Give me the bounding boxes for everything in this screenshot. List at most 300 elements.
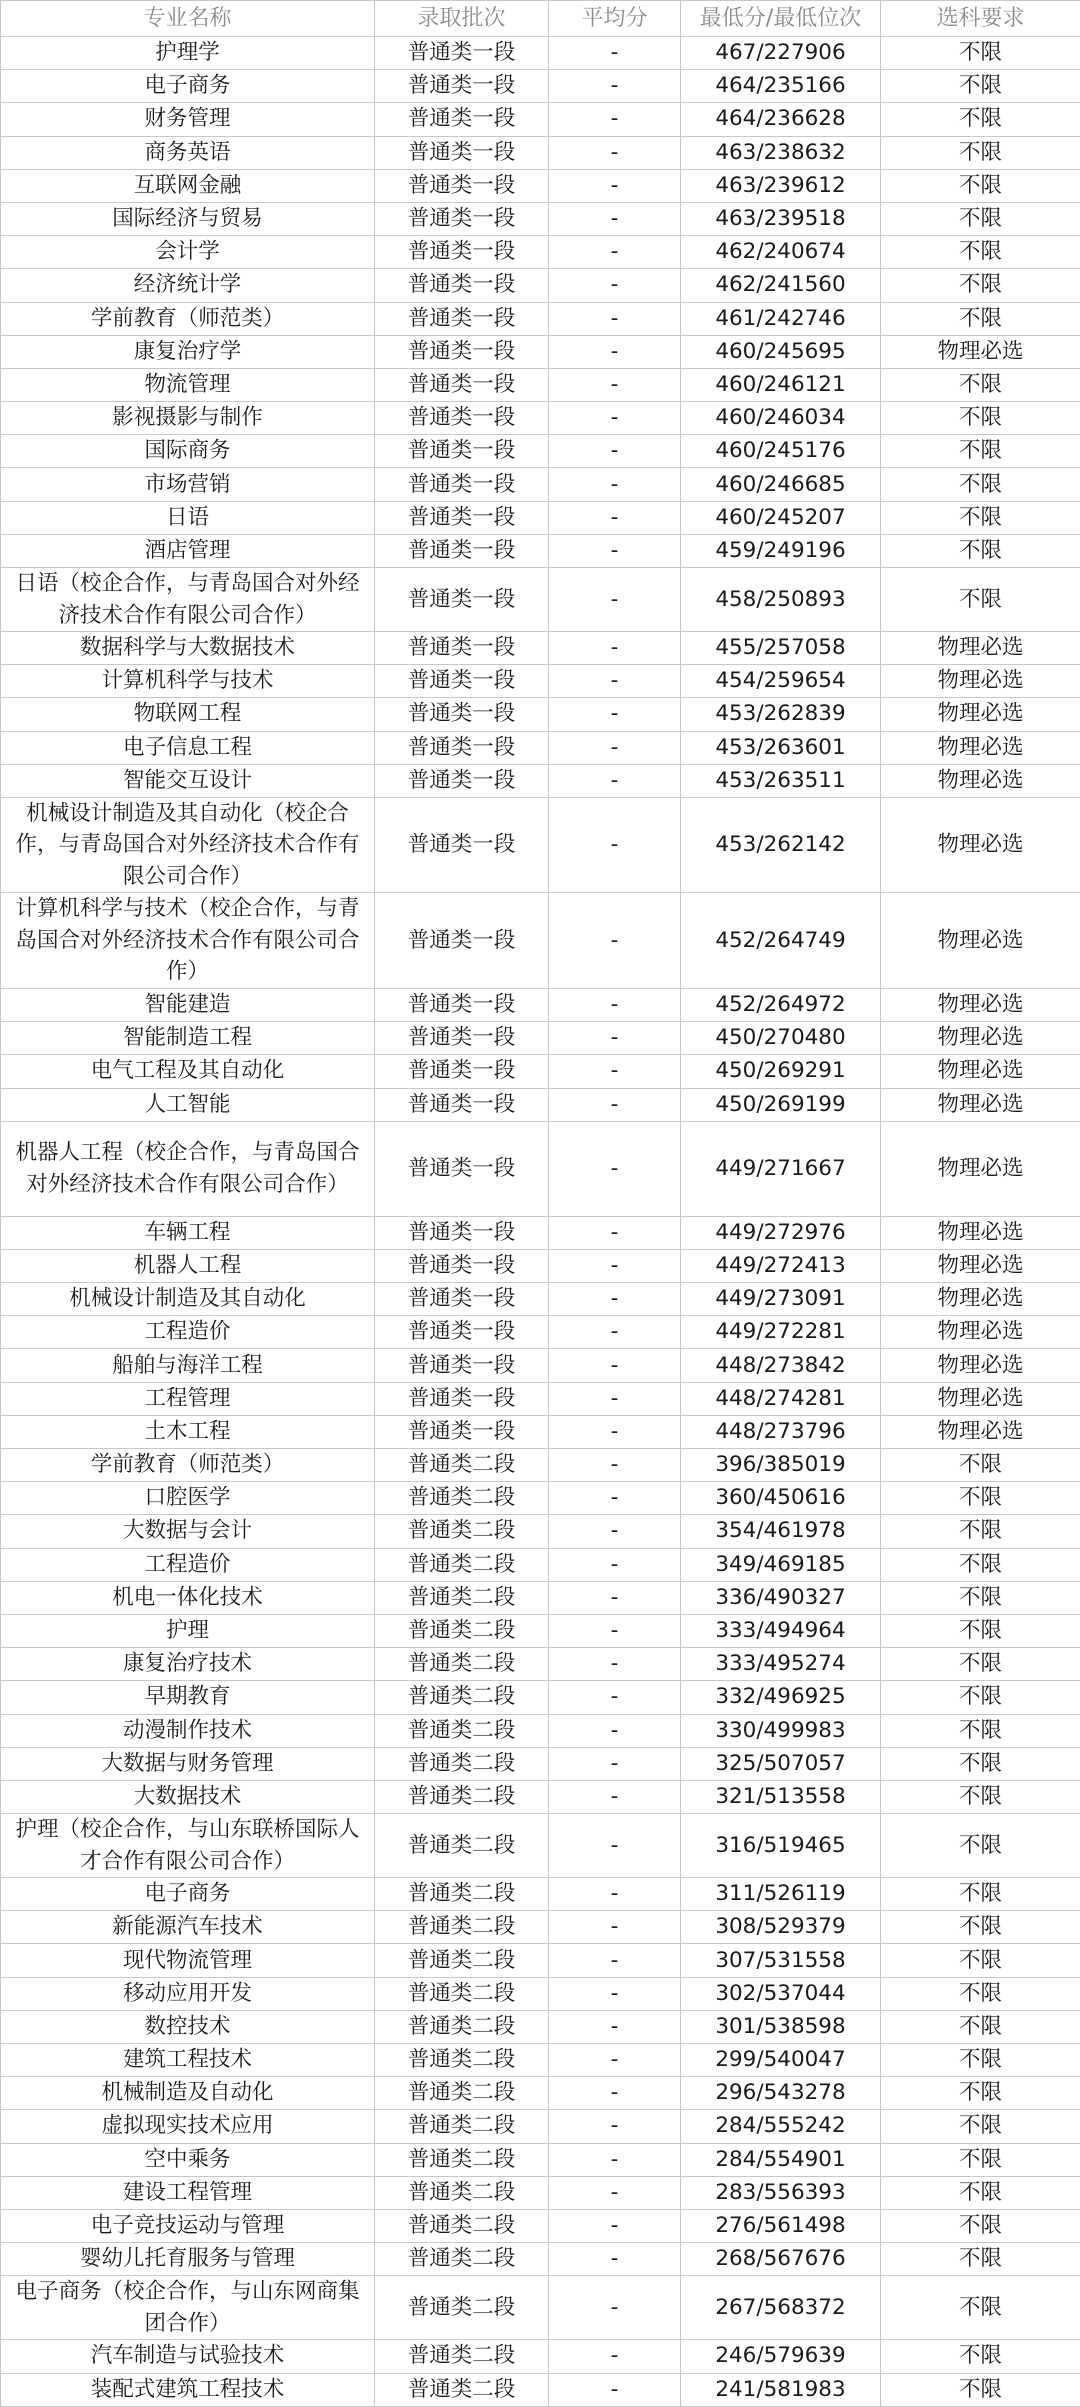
table-row: [1, 2340, 1080, 2373]
min-score-rank-cell: 333/494964: [681, 1614, 881, 1647]
average-score-cell: -: [549, 1249, 681, 1282]
min-score-rank-cell: 296/543278: [681, 2077, 881, 2110]
average-score-cell: -: [549, 1316, 681, 1349]
min-score-rank-cell: 246/579639: [681, 2340, 881, 2373]
min-score-rank-cell: 450/270480: [681, 1022, 881, 1055]
average-score-cell: -: [549, 501, 681, 534]
subject-requirement-cell: 不限: [881, 2276, 1080, 2340]
major-name-cell: 机械设计制造及其自动化: [1, 1283, 375, 1316]
subject-requirement-cell: 不限: [881, 2373, 1080, 2406]
major-name-cell: 互联网金融: [1, 169, 375, 202]
table-row: [1, 2110, 1080, 2143]
subject-requirement-cell: 不限: [881, 1977, 1080, 2010]
subject-requirement-cell: 物理必选: [881, 665, 1080, 698]
min-score-rank-cell: 321/513558: [681, 1780, 881, 1813]
table-row: [1, 202, 1080, 235]
admission-batch-cell: 普通类一段: [375, 797, 549, 893]
min-score-rank-cell: 449/272976: [681, 1216, 881, 1249]
table-row: [1, 269, 1080, 302]
min-score-rank-cell: 455/257058: [681, 632, 881, 665]
table-row: [1, 665, 1080, 698]
table-header-row: [1, 1, 1080, 37]
table-row: [1, 2276, 1080, 2340]
subject-requirement-cell: 不限: [881, 2176, 1080, 2209]
subject-requirement-cell: 不限: [881, 269, 1080, 302]
major-name-cell: 商务英语: [1, 136, 375, 169]
subject-requirement-cell: 物理必选: [881, 632, 1080, 665]
average-score-cell: -: [549, 764, 681, 797]
average-score-cell: -: [549, 1944, 681, 1977]
min-score-rank-cell: 458/250893: [681, 568, 881, 632]
min-score-rank-cell: 463/239518: [681, 202, 881, 235]
major-name-cell: 康复治疗技术: [1, 1648, 375, 1681]
admission-batch-cell: 普通类二段: [375, 1944, 549, 1977]
admission-batch-cell: 普通类一段: [375, 202, 549, 235]
min-score-rank-cell: 448/273842: [681, 1349, 881, 1382]
subject-requirement-cell: 物理必选: [881, 1088, 1080, 1121]
min-score-rank-cell: 308/529379: [681, 1911, 881, 1944]
table-row: [1, 764, 1080, 797]
table-row: [1, 1055, 1080, 1088]
average-score-cell: -: [549, 1747, 681, 1780]
subject-requirement-cell: 不限: [881, 568, 1080, 632]
admission-batch-cell: 普通类二段: [375, 1681, 549, 1714]
min-score-rank-cell: 449/272281: [681, 1316, 881, 1349]
min-score-rank-cell: 460/245695: [681, 335, 881, 368]
min-score-rank-cell: 299/540047: [681, 2044, 881, 2077]
subject-requirement-cell: 物理必选: [881, 764, 1080, 797]
table-row: [1, 1681, 1080, 1714]
table-row: [1, 37, 1080, 70]
min-score-rank-cell: 460/245176: [681, 435, 881, 468]
table-row: [1, 302, 1080, 335]
major-name-cell: 虚拟现实技术应用: [1, 2110, 375, 2143]
subject-requirement-cell: 物理必选: [881, 893, 1080, 989]
min-score-rank-cell: 467/227906: [681, 37, 881, 70]
min-score-rank-cell: 302/537044: [681, 1977, 881, 2010]
major-name-cell: 机电一体化技术: [1, 1581, 375, 1614]
admission-batch-cell: 普通类一段: [375, 136, 549, 169]
table-row: [1, 2243, 1080, 2276]
table-row: [1, 1747, 1080, 1780]
subject-requirement-cell: 物理必选: [881, 1055, 1080, 1088]
min-score-rank-cell: 354/461978: [681, 1515, 881, 1548]
major-name-cell: 电子竞技运动与管理: [1, 2209, 375, 2242]
major-name-cell: 工程管理: [1, 1382, 375, 1415]
subject-requirement-cell: 物理必选: [881, 1283, 1080, 1316]
major-name-cell: 智能交互设计: [1, 764, 375, 797]
min-score-rank-cell: 450/269199: [681, 1088, 881, 1121]
major-name-cell: 人工智能: [1, 1088, 375, 1121]
major-name-cell: 市场营销: [1, 468, 375, 501]
table-row: [1, 1449, 1080, 1482]
min-score-rank-cell: 460/246685: [681, 468, 881, 501]
major-name-cell: 电子信息工程: [1, 731, 375, 764]
admission-batch-cell: 普通类一段: [375, 1249, 549, 1282]
min-score-rank-cell: 241/581983: [681, 2373, 881, 2406]
admission-batch-cell: 普通类一段: [375, 169, 549, 202]
average-score-cell: -: [549, 1581, 681, 1614]
table-row: [1, 2077, 1080, 2110]
subject-requirement-cell: 物理必选: [881, 698, 1080, 731]
major-name-cell: 车辆工程: [1, 1216, 375, 1249]
table-row: [1, 335, 1080, 368]
major-name-cell: 大数据技术: [1, 1780, 375, 1813]
subject-requirement-cell: 不限: [881, 2110, 1080, 2143]
major-name-cell: 建筑工程技术: [1, 2044, 375, 2077]
average-score-cell: -: [549, 698, 681, 731]
table-row: [1, 236, 1080, 269]
major-name-cell: 智能制造工程: [1, 1022, 375, 1055]
average-score-cell: -: [549, 1681, 681, 1714]
major-name-cell: 移动应用开发: [1, 1977, 375, 2010]
table-row: [1, 1614, 1080, 1647]
average-score-cell: -: [549, 1382, 681, 1415]
min-score-rank-cell: 449/272413: [681, 1249, 881, 1282]
min-score-rank-cell: 301/538598: [681, 2010, 881, 2043]
admission-batch-cell: 普通类一段: [375, 368, 549, 401]
admission-batch-cell: 普通类一段: [375, 568, 549, 632]
average-score-cell: -: [549, 236, 681, 269]
min-score-rank-cell: 462/241560: [681, 269, 881, 302]
min-score-rank-cell: 267/568372: [681, 2276, 881, 2340]
average-score-cell: -: [549, 1088, 681, 1121]
table-row: [1, 1088, 1080, 1121]
subject-requirement-cell: 不限: [881, 1814, 1080, 1878]
subject-requirement-cell: 不限: [881, 136, 1080, 169]
average-score-cell: -: [549, 1283, 681, 1316]
subject-requirement-cell: 不限: [881, 1878, 1080, 1911]
major-name-cell: 早期教育: [1, 1681, 375, 1714]
subject-requirement-cell: 不限: [881, 402, 1080, 435]
header-min-score-rank: 最低分/最低位次: [681, 1, 881, 37]
average-score-cell: -: [549, 1349, 681, 1382]
table-row: [1, 501, 1080, 534]
subject-requirement-cell: 不限: [881, 501, 1080, 534]
table-row: [1, 1216, 1080, 1249]
average-score-cell: -: [549, 2044, 681, 2077]
admission-batch-cell: 普通类二段: [375, 1581, 549, 1614]
table-row: [1, 568, 1080, 632]
subject-requirement-cell: 物理必选: [881, 1415, 1080, 1448]
major-name-cell: 经济统计学: [1, 269, 375, 302]
average-score-cell: -: [549, 1648, 681, 1681]
major-name-cell: 计算机科学与技术: [1, 665, 375, 698]
subject-requirement-cell: 不限: [881, 2340, 1080, 2373]
admission-batch-cell: 普通类二段: [375, 1977, 549, 2010]
average-score-cell: -: [549, 2276, 681, 2340]
table-row: [1, 1977, 1080, 2010]
average-score-cell: -: [549, 1216, 681, 1249]
subject-requirement-cell: 物理必选: [881, 1022, 1080, 1055]
major-name-cell: 护理（校企合作，与山东联桥国际人才合作有限公司合作）: [1, 1814, 375, 1878]
admission-batch-cell: 普通类一段: [375, 468, 549, 501]
table-row: [1, 2209, 1080, 2242]
admission-batch-cell: 普通类一段: [375, 1121, 549, 1216]
major-name-cell: 土木工程: [1, 1415, 375, 1448]
table-row: [1, 731, 1080, 764]
average-score-cell: -: [549, 37, 681, 70]
admission-batch-cell: 普通类二段: [375, 2176, 549, 2209]
table-row: [1, 1349, 1080, 1382]
subject-requirement-cell: 不限: [881, 169, 1080, 202]
table-row: [1, 468, 1080, 501]
min-score-rank-cell: 463/239612: [681, 169, 881, 202]
admission-batch-cell: 普通类一段: [375, 893, 549, 989]
average-score-cell: -: [549, 2176, 681, 2209]
average-score-cell: -: [549, 2077, 681, 2110]
subject-requirement-cell: 不限: [881, 2044, 1080, 2077]
subject-requirement-cell: 不限: [881, 1581, 1080, 1614]
major-name-cell: 工程造价: [1, 1548, 375, 1581]
major-name-cell: 船舶与海洋工程: [1, 1349, 375, 1382]
subject-requirement-cell: 物理必选: [881, 988, 1080, 1021]
average-score-cell: -: [549, 568, 681, 632]
admission-batch-cell: 普通类二段: [375, 1548, 549, 1581]
table-row: [1, 2010, 1080, 2043]
admission-batch-cell: 普通类一段: [375, 302, 549, 335]
table-row: [1, 1878, 1080, 1911]
subject-requirement-cell: 不限: [881, 1911, 1080, 1944]
min-score-rank-cell: 448/274281: [681, 1382, 881, 1415]
average-score-cell: -: [549, 1780, 681, 1813]
table-row: [1, 1316, 1080, 1349]
min-score-rank-cell: 283/556393: [681, 2176, 881, 2209]
average-score-cell: -: [549, 2373, 681, 2406]
table-row: [1, 1283, 1080, 1316]
admission-batch-cell: 普通类二段: [375, 2010, 549, 2043]
table-row: [1, 136, 1080, 169]
table-row: [1, 632, 1080, 665]
subject-requirement-cell: 不限: [881, 435, 1080, 468]
admission-batch-cell: 普通类二段: [375, 1449, 549, 1482]
subject-requirement-cell: 物理必选: [881, 797, 1080, 893]
subject-requirement-cell: 不限: [881, 302, 1080, 335]
min-score-rank-cell: 464/236628: [681, 103, 881, 136]
admission-batch-cell: 普通类二段: [375, 1614, 549, 1647]
subject-requirement-cell: 不限: [881, 1548, 1080, 1581]
table-row: [1, 2044, 1080, 2077]
table-row: [1, 169, 1080, 202]
min-score-rank-cell: 449/273091: [681, 1283, 881, 1316]
admission-batch-cell: 普通类二段: [375, 2110, 549, 2143]
admission-batch-cell: 普通类一段: [375, 665, 549, 698]
average-score-cell: -: [549, 402, 681, 435]
average-score-cell: -: [549, 2209, 681, 2242]
table-row: [1, 1944, 1080, 1977]
min-score-rank-cell: 276/561498: [681, 2209, 881, 2242]
subject-requirement-cell: 物理必选: [881, 1382, 1080, 1415]
major-name-cell: 国际商务: [1, 435, 375, 468]
subject-requirement-cell: 不限: [881, 1515, 1080, 1548]
admission-batch-cell: 普通类一段: [375, 402, 549, 435]
subject-requirement-cell: 不限: [881, 1449, 1080, 1482]
major-name-cell: 建设工程管理: [1, 2176, 375, 2209]
min-score-rank-cell: 449/271667: [681, 1121, 881, 1216]
admission-batch-cell: 普通类二段: [375, 1648, 549, 1681]
major-name-cell: 计算机科学与技术（校企合作，与青岛国合对外经济技术合作有限公司合作）: [1, 893, 375, 989]
major-name-cell: 新能源汽车技术: [1, 1911, 375, 1944]
subject-requirement-cell: 不限: [881, 468, 1080, 501]
header-admission-batch: 录取批次: [375, 1, 549, 37]
major-name-cell: 电子商务: [1, 70, 375, 103]
subject-requirement-cell: 不限: [881, 37, 1080, 70]
average-score-cell: -: [549, 103, 681, 136]
table-row: [1, 1515, 1080, 1548]
average-score-cell: -: [549, 169, 681, 202]
admission-batch-cell: 普通类二段: [375, 2243, 549, 2276]
major-name-cell: 日语: [1, 501, 375, 534]
admission-batch-cell: 普通类二段: [375, 1780, 549, 1813]
min-score-rank-cell: 284/555242: [681, 2110, 881, 2143]
min-score-rank-cell: 333/495274: [681, 1648, 881, 1681]
average-score-cell: -: [549, 269, 681, 302]
subject-requirement-cell: 物理必选: [881, 1121, 1080, 1216]
min-score-rank-cell: 307/531558: [681, 1944, 881, 1977]
major-name-cell: 康复治疗学: [1, 335, 375, 368]
admission-batch-cell: 普通类一段: [375, 1022, 549, 1055]
admission-batch-cell: 普通类一段: [375, 37, 549, 70]
major-name-cell: 学前教育（师范类）: [1, 1449, 375, 1482]
major-name-cell: 口腔医学: [1, 1482, 375, 1515]
average-score-cell: -: [549, 1415, 681, 1448]
table-row: [1, 2373, 1080, 2406]
major-name-cell: 财务管理: [1, 103, 375, 136]
header-subject-requirement: 选科要求: [881, 1, 1080, 37]
average-score-cell: -: [549, 435, 681, 468]
major-name-cell: 智能建造: [1, 988, 375, 1021]
admission-batch-cell: 普通类二段: [375, 2077, 549, 2110]
major-name-cell: 工程造价: [1, 1316, 375, 1349]
admission-batch-cell: 普通类二段: [375, 1814, 549, 1878]
subject-requirement-cell: 不限: [881, 1482, 1080, 1515]
admission-batch-cell: 普通类二段: [375, 1878, 549, 1911]
subject-requirement-cell: 不限: [881, 1614, 1080, 1647]
table-row: [1, 103, 1080, 136]
table-row: [1, 1382, 1080, 1415]
average-score-cell: -: [549, 1548, 681, 1581]
min-score-rank-cell: 448/273796: [681, 1415, 881, 1448]
subject-requirement-cell: 不限: [881, 70, 1080, 103]
min-score-rank-cell: 453/262839: [681, 698, 881, 731]
major-name-cell: 数据科学与大数据技术: [1, 632, 375, 665]
admission-batch-cell: 普通类二段: [375, 1482, 549, 1515]
table-row: [1, 797, 1080, 893]
average-score-cell: -: [549, 1614, 681, 1647]
average-score-cell: -: [549, 893, 681, 989]
average-score-cell: -: [549, 1055, 681, 1088]
major-name-cell: 影视摄影与制作: [1, 402, 375, 435]
major-name-cell: 学前教育（师范类）: [1, 302, 375, 335]
table-row: [1, 1648, 1080, 1681]
table-row: [1, 1121, 1080, 1216]
min-score-rank-cell: 332/496925: [681, 1681, 881, 1714]
table-row: [1, 368, 1080, 401]
average-score-cell: -: [549, 632, 681, 665]
admission-batch-cell: 普通类一段: [375, 435, 549, 468]
min-score-rank-cell: 336/490327: [681, 1581, 881, 1614]
average-score-cell: -: [549, 335, 681, 368]
admission-batch-cell: 普通类二段: [375, 1747, 549, 1780]
min-score-rank-cell: 460/245207: [681, 501, 881, 534]
average-score-cell: -: [549, 1449, 681, 1482]
min-score-rank-cell: 360/450616: [681, 1482, 881, 1515]
average-score-cell: -: [549, 2010, 681, 2043]
admission-batch-cell: 普通类一段: [375, 335, 549, 368]
average-score-cell: -: [549, 468, 681, 501]
table-row: [1, 2176, 1080, 2209]
subject-requirement-cell: 不限: [881, 1648, 1080, 1681]
table-row: [1, 70, 1080, 103]
table-row: [1, 893, 1080, 989]
table-row: [1, 402, 1080, 435]
major-name-cell: 护理学: [1, 37, 375, 70]
admission-batch-cell: 普通类一段: [375, 1382, 549, 1415]
major-name-cell: 婴幼儿托育服务与管理: [1, 2243, 375, 2276]
major-name-cell: 电气工程及其自动化: [1, 1055, 375, 1088]
subject-requirement-cell: 不限: [881, 202, 1080, 235]
major-name-cell: 机器人工程: [1, 1249, 375, 1282]
table-row: [1, 435, 1080, 468]
min-score-rank-cell: 463/238632: [681, 136, 881, 169]
subject-requirement-cell: 不限: [881, 1714, 1080, 1747]
min-score-rank-cell: 460/246034: [681, 402, 881, 435]
major-name-cell: 电子商务: [1, 1878, 375, 1911]
average-score-cell: -: [549, 731, 681, 764]
admission-batch-cell: 普通类一段: [375, 1316, 549, 1349]
admission-batch-cell: 普通类二段: [375, 1911, 549, 1944]
min-score-rank-cell: 453/263601: [681, 731, 881, 764]
table-row: [1, 1780, 1080, 1813]
min-score-rank-cell: 454/259654: [681, 665, 881, 698]
admission-batch-cell: 普通类二段: [375, 2340, 549, 2373]
admission-batch-cell: 普通类一段: [375, 1216, 549, 1249]
admission-batch-cell: 普通类二段: [375, 2209, 549, 2242]
subject-requirement-cell: 物理必选: [881, 731, 1080, 764]
admission-batch-cell: 普通类一段: [375, 269, 549, 302]
subject-requirement-cell: 不限: [881, 534, 1080, 567]
admission-batch-cell: 普通类二段: [375, 1515, 549, 1548]
table-row: [1, 2143, 1080, 2176]
subject-requirement-cell: 物理必选: [881, 335, 1080, 368]
major-name-cell: 汽车制造与试验技术: [1, 2340, 375, 2373]
subject-requirement-cell: 不限: [881, 236, 1080, 269]
average-score-cell: -: [549, 1515, 681, 1548]
major-name-cell: 数控技术: [1, 2010, 375, 2043]
table-row: [1, 988, 1080, 1021]
admission-batch-cell: 普通类一段: [375, 764, 549, 797]
major-name-cell: 护理: [1, 1614, 375, 1647]
table-body: [1, 37, 1080, 2407]
table-row: [1, 1482, 1080, 1515]
min-score-rank-cell: 453/262142: [681, 797, 881, 893]
major-name-cell: 现代物流管理: [1, 1944, 375, 1977]
min-score-rank-cell: 452/264749: [681, 893, 881, 989]
average-score-cell: -: [549, 797, 681, 893]
major-name-cell: 国际经济与贸易: [1, 202, 375, 235]
major-name-cell: 大数据与财务管理: [1, 1747, 375, 1780]
min-score-rank-cell: 459/249196: [681, 534, 881, 567]
major-name-cell: 动漫制作技术: [1, 1714, 375, 1747]
subject-requirement-cell: 物理必选: [881, 1316, 1080, 1349]
table-row: [1, 1581, 1080, 1614]
table-row: [1, 1714, 1080, 1747]
average-score-cell: -: [549, 1878, 681, 1911]
major-name-cell: 装配式建筑工程技术: [1, 2373, 375, 2406]
major-name-cell: 日语（校企合作，与青岛国合对外经济技术合作有限公司合作）: [1, 568, 375, 632]
min-score-rank-cell: 349/469185: [681, 1548, 881, 1581]
admission-batch-cell: 普通类二段: [375, 2143, 549, 2176]
